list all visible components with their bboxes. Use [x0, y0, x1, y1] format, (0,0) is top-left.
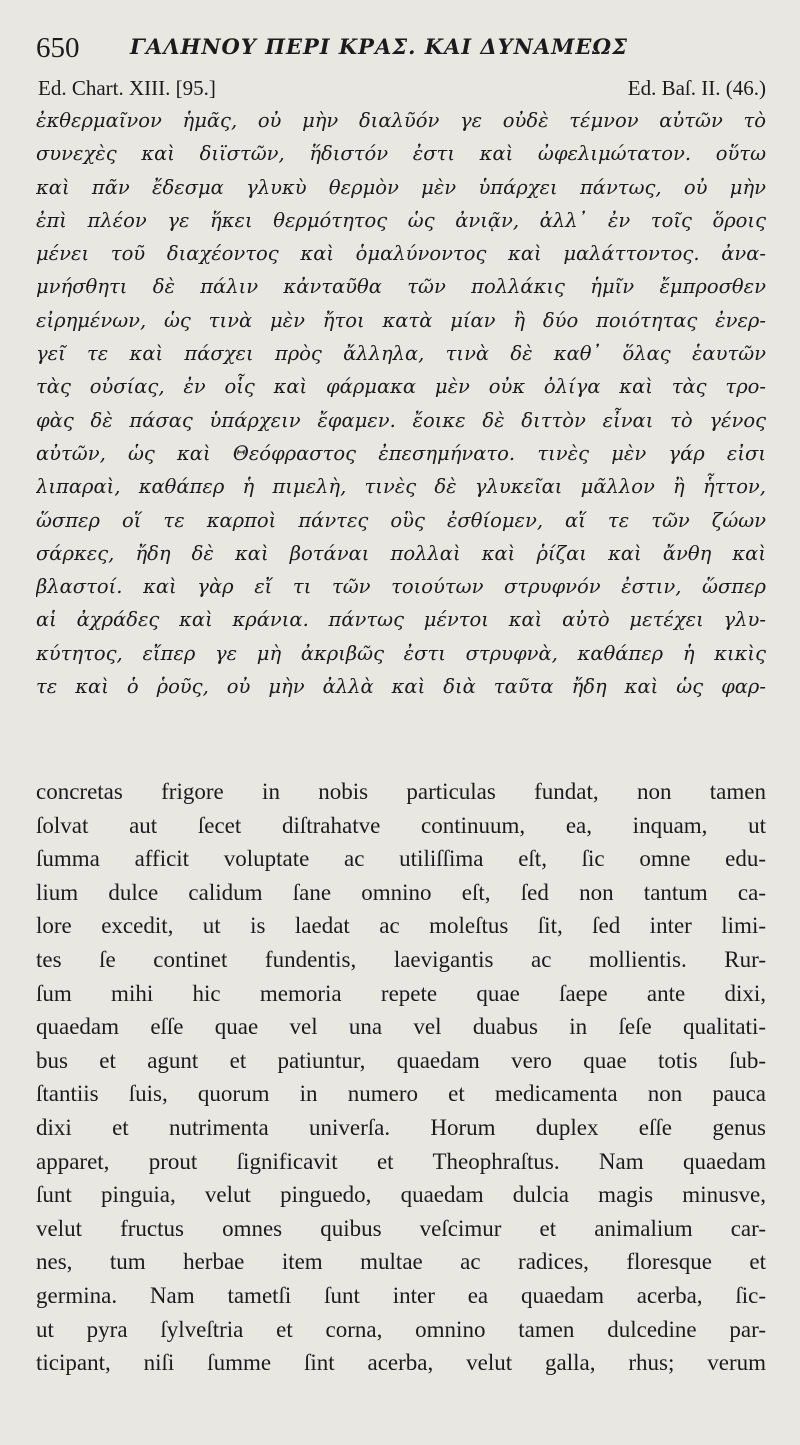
- latin-line: bus et agunt et patiuntur, quaedam vero quae totis ſub-: [36, 1047, 766, 1073]
- latin-line: ticipant, niſi ſumme ſint acerba, velut galla, rhus; verum: [36, 1350, 766, 1376]
- greek-line: αἱ ἀχράδες καὶ κράνια. πάντως μέντοι καὶ αὐτὸ μετέχει γλυ-: [36, 608, 766, 632]
- edition-reference-right: Ed. Baſ. II. (46.): [627, 76, 766, 100]
- latin-line: tes ſe continet fundentis, laevigantis ac mollientis. Rur-: [36, 946, 766, 972]
- latin-line: nes, tum herbae item multae ac radices, floresque et: [36, 1249, 766, 1275]
- latin-line: dixi et nutrimenta univerſa. Horum duplex eſſe genus: [36, 1114, 766, 1140]
- greek-line: τε καὶ ὁ ῥοῦς, οὐ μὴν ἀλλὰ καὶ διὰ ταῦτα ἤδη καὶ ὡς φαρ-: [36, 675, 766, 699]
- latin-line: ut pyra ſylveſtria et corna, omnino tamen dulcedine par-: [36, 1316, 766, 1342]
- latin-line: lore excedit, ut is laedat ac moleſtus ſit, ſed inter limi-: [36, 913, 766, 939]
- page-number: 650: [36, 32, 80, 64]
- latin-line: lium dulce calidum ſane omnino eſt, ſed non tantum ca-: [36, 879, 766, 905]
- greek-line: κύτητος, εἴπερ γε μὴ ἀκριβῶς ἐστι στρυφνὰ, καθάπερ ἡ κικὶς: [36, 641, 766, 665]
- running-head: [36, 30, 776, 70]
- greek-line: λιπαραὶ, καθάπερ ἡ πιμελὴ, τινὲς δὲ γλυκεῖαι μᾶλλον ἢ ἧττον,: [36, 475, 766, 499]
- greek-line: εἰρημένων, ὡς τινὰ μὲν ἤτοι κατὰ μίαν ἢ δύο ποιότητας ἐνερ-: [36, 308, 766, 332]
- greek-line: ὥσπερ οἵ τε καρποὶ πάντες οὓς ἐσθίομεν, αἵ τε τῶν ζώων: [36, 508, 766, 532]
- greek-line: τὰς οὐσίας, ἐν οἷς καὶ φάρμακα μὲν οὐκ ὀλίγα καὶ τὰς τρο-: [36, 375, 766, 399]
- latin-line: velut fructus omnes quibus veſcimur et animalium car-: [36, 1215, 766, 1241]
- latin-text-block: [36, 775, 766, 1380]
- greek-line: γεῖ τε καὶ πάσχει πρὸς ἄλληλα, τινὰ δὲ καθ᾽ ὅλας ἑαυτῶν: [36, 342, 766, 366]
- latin-line: germina. Nam tametſi ſunt inter ea quaedam acerba, ſic-: [36, 1282, 766, 1308]
- latin-line: ſum mihi hic memoria repete quae ſaepe ante dixi,: [36, 980, 766, 1006]
- latin-line: ſunt pinguia, velut pinguedo, quaedam dulcia magis minusve,: [36, 1182, 766, 1208]
- greek-line: σάρκες, ἤδη δὲ καὶ βοτάναι πολλαὶ καὶ ῥίζαι καὶ ἄνθη καὶ: [36, 541, 766, 565]
- greek-line: καὶ πᾶν ἔδεσμα γλυκὺ θερμὸν μὲν ὑπάρχει πάντως, οὐ μὴν: [36, 175, 766, 199]
- greek-line: αὐτῶν, ὡς καὶ Θεόφραστος ἐπεσημήνατο. τινὲς μὲν γάρ εἰσι: [36, 441, 766, 465]
- latin-line: quaedam eſſe quae vel una vel duabus in ſeſe qualitati-: [36, 1014, 766, 1040]
- edition-reference-line: [36, 76, 766, 104]
- greek-line: μνήσθητι δὲ πάλιν κἀνταῦθα τῶν πολλάκις ἡμῖν ἔμπροσθεν: [36, 275, 766, 299]
- latin-line: apparet, prout ſignificavit et Theophraſtus. Nam quaedam: [36, 1148, 766, 1174]
- greek-line: συνεχὲς καὶ διϊστῶν, ἥδιστόν ἐστι καὶ ὠφελιμώτατον. οὕτω: [36, 142, 766, 166]
- latin-line: ſtantiis ſuis, quorum in numero et medicamenta non pauca: [36, 1081, 766, 1107]
- greek-line: βλαστοί. καὶ γὰρ εἴ τι τῶν τοιούτων στρυφνόν ἐστιν, ὥσπερ: [36, 575, 766, 599]
- greek-line: μένει τοῦ διαχέοντος καὶ ὁμαλύνοντος καὶ μαλάττοντος. ἀνα-: [36, 242, 766, 266]
- latin-line: ſumma afficit voluptate ac utiliſſima eſt, ſic omne edu-: [36, 846, 766, 872]
- latin-line: ſolvat aut ſecet diſtrahatve continuum, ea, inquam, ut: [36, 812, 766, 838]
- greek-line: ἐπὶ πλέον γε ἥκει θερμότητος ὡς ἀνιᾷν, ἀλλ᾽ ἐν τοῖς ὅροις: [36, 208, 766, 232]
- running-title: ΓΑΛΗΝΟΥ ΠΕΡΙ ΚΡΑΣ. ΚΑΙ ΔΥΝΑΜΕΩΣ: [130, 34, 628, 59]
- greek-line: φὰς δὲ πάσας ὑπάρχειν ἔφαμεν. ἔοικε δὲ διττὸν εἶναι τὸ γένος: [36, 408, 766, 432]
- greek-line: ἐκθερμαῖνον ἡμᾶς, οὐ μὴν διαλῦόν γε οὐδὲ τέμνον αὐτῶν τὸ: [36, 109, 766, 132]
- latin-line: concretas frigore in nobis particulas fundat, non tamen: [36, 779, 766, 804]
- edition-reference-left: Ed. Chart. XIII. [95.]: [38, 76, 216, 100]
- greek-text-block: [36, 104, 766, 703]
